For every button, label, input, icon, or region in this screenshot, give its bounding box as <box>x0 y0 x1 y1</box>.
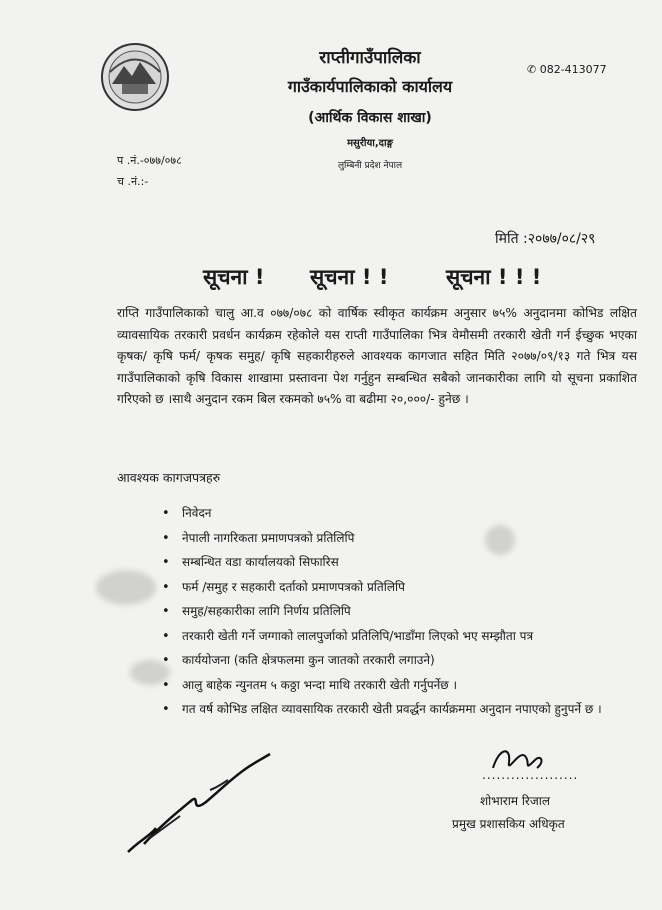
ink-smudge <box>130 660 170 685</box>
patra-number: प .नं.-०७७/०७८ <box>117 154 182 167</box>
office-name: राप्तीगाउँपालिका <box>319 48 421 68</box>
branch-name: (आर्थिक विकास शाखा) <box>308 110 432 126</box>
list-item: • गत वर्ष कोभिड लक्षित व्यावसायिक तरकारी खेती प्रवर्द्धन कार्यक्रममा अनुदान नपाएको हुनुपर्ने छ । <box>162 702 602 717</box>
list-item: • सम्बन्धित वडा कार्यालयको सिफारिस <box>162 555 339 570</box>
notice-heading-2: सूचना ! ! <box>310 265 389 289</box>
handwritten-signature <box>120 740 280 860</box>
bullet-icon: • <box>162 677 170 693</box>
ink-smudge <box>485 525 515 555</box>
bullet-icon: • <box>162 530 170 546</box>
list-item: • नेपाली नागरिकता प्रमाणपत्रको प्रतिलिपि <box>162 530 355 546</box>
required-documents-list <box>160 505 610 726</box>
list-item: • तरकारी खेती गर्ने जग्गाको लालपुर्जाको प्रतिलिपि/भाडाँमा लिएको भए सम्झौता पत्र <box>162 628 534 644</box>
bullet-icon: • <box>162 628 170 644</box>
list-item: • कार्ययोजना (कति क्षेत्रफलमा कुन जातको तरकारी लगाउने) <box>162 653 435 668</box>
bullet-icon: • <box>162 506 170 521</box>
list-item: • निवेदन <box>162 506 212 521</box>
government-emblem-icon <box>100 42 170 112</box>
signature-line: .................... <box>482 768 579 782</box>
province-name: लुम्बिनी प्रदेश नेपाल <box>337 161 403 171</box>
bullet-icon: • <box>162 702 170 717</box>
bullet-icon: • <box>162 555 170 570</box>
office-title: गाउँकार्यपालिकाको कार्यालय <box>287 77 453 96</box>
phone-number: ✆ 082-413077 <box>527 63 607 76</box>
list-item: • समुह/सहकारीका लागि निर्णय प्रतिलिपि <box>162 604 351 619</box>
bullet-icon: • <box>162 653 170 668</box>
signatory-post: प्रमुख प्रशासकिय अधिकृत <box>452 817 565 831</box>
notice-body: राप्ति गाउँपालिकाको चालु आ.व ०७७/०७८ को वार्षिक स्वीकृत कार्यक्रम अनुसार ७५% अनुदानमा कोभिड लक्षित व्यावसायिक तरकारी प्रवर्धन कार्यक्रम रहेकोले यस राप्ती गाउँपालिका भित्र वेमौसमी तरकारी खेती गर्न ईच्छुक भएका कृषक/ कृषि फर्म/ कृषक समुह/ कृषि सहकारीहरुले आवश्यक कागजात सहित मिति २०७७/०९/१३ गते भित्र यस गाउँपालिकाको कृषि विकास शाखामा प्रस्तावना पेश गर्नुहुन सम्बन्धित सबैको जानकारीका लागि यो सूचना प्रकाशित गरिएको छ ।साथै अनुदान रकम बिल रकमको ७५% वा बढीमा २०,०००/- हुनेछ । <box>117 306 637 406</box>
bullet-icon: • <box>162 579 170 595</box>
notice-heading-1: सूचना ! <box>203 265 265 289</box>
chalani-number: च .नं.:- <box>117 175 149 188</box>
signatory-name: शोभाराम रिजाल <box>480 794 550 808</box>
notice-date: मिति :२०७७/०८/२९ <box>495 231 596 247</box>
list-item: • फर्म /समुह र सहकारी दर्ताको प्रमाणपत्रको प्रतिलिपि <box>162 579 405 595</box>
bullet-icon: • <box>162 604 170 619</box>
notice-heading-3: सूचना ! ! ! <box>446 265 542 289</box>
phone-icon: ✆ <box>527 63 540 76</box>
office-address: मसुरीया,दाङ्ग <box>347 138 393 149</box>
required-documents-title: आवश्यक कागजपत्रहरु <box>117 470 221 485</box>
ink-smudge <box>96 570 156 605</box>
list-item: • आलु बाहेक न्युनतम ५ कठ्ठा भन्दा माथि तरकारी खेती गर्नुपर्नेछ । <box>162 677 458 693</box>
